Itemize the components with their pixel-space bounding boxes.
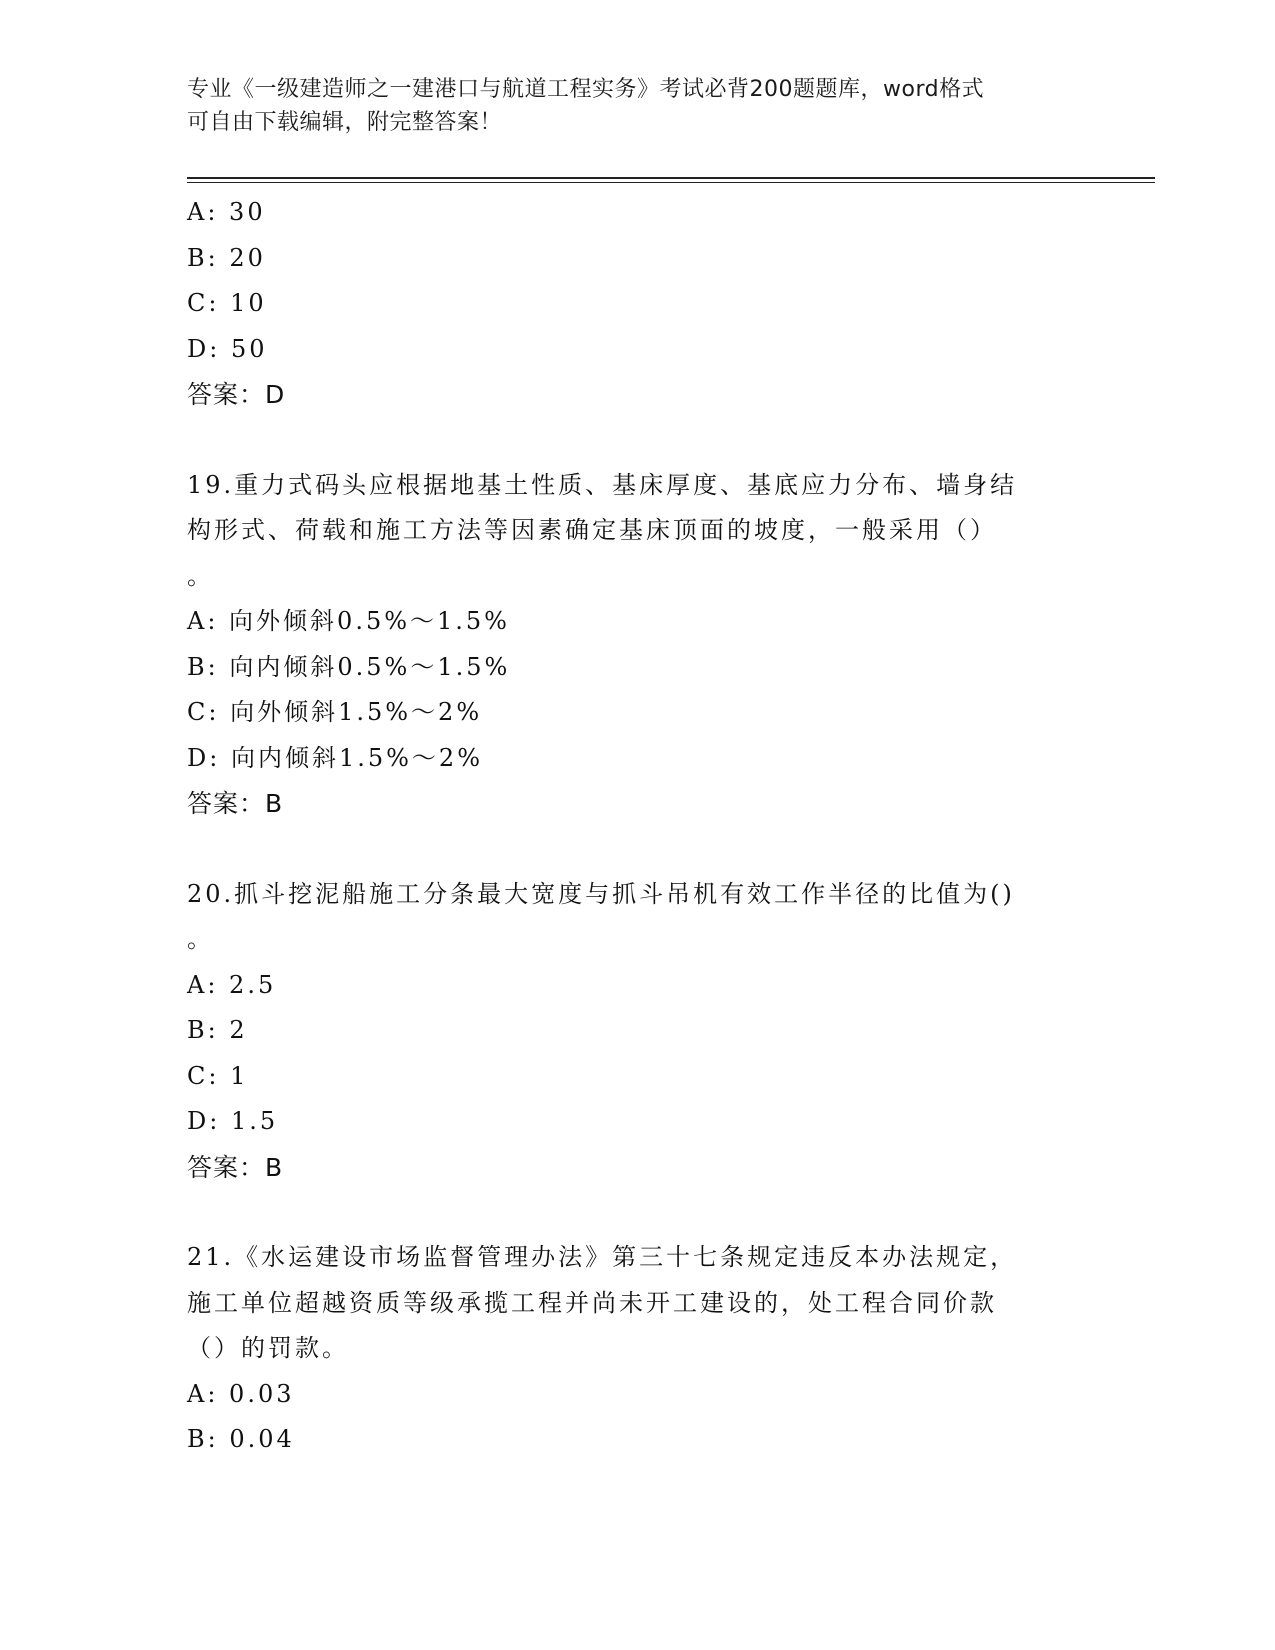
option-a: A: 2.5	[187, 970, 277, 999]
question-text-line: （）的罚款。	[187, 1334, 349, 1362]
document-header	[187, 73, 1087, 139]
option-a: A: 30	[187, 198, 266, 226]
question-20	[187, 872, 1087, 1191]
option-b: B: 2	[187, 1016, 248, 1044]
answer-line: 答案：D	[187, 380, 286, 409]
answer-line: 答案：B	[187, 1152, 284, 1182]
option-d: D: 1.5	[187, 1107, 279, 1135]
header-rule-thin	[187, 182, 1155, 183]
question-text-line: 构形式、荷载和施工方法等因素确定基床顶面的坡度，一般采用（）	[187, 516, 997, 544]
question-18	[187, 190, 1087, 418]
question-text-line: 19.重力式码头应根据地基土性质、基床厚度、基底应力分布、墙身结	[187, 470, 1018, 499]
question-text-line: 。	[187, 925, 214, 953]
option-c: C: 10	[187, 289, 267, 317]
option-b: B: 向内倾斜0.5%～1.5%	[187, 652, 511, 681]
option-a: A: 向外倾斜0.5%～1.5%	[187, 607, 510, 635]
question-text-line: 施工单位超越资质等级承揽工程并尚未开工建设的，处工程合同价款	[187, 1288, 997, 1317]
spacer	[187, 827, 1087, 872]
option-d: D: 50	[187, 334, 268, 363]
spacer	[187, 1190, 1087, 1235]
option-c: C: 1	[187, 1061, 249, 1090]
question-19	[187, 463, 1087, 827]
answer-line: 答案：B	[187, 789, 284, 818]
option-a: A: 0.03	[187, 1379, 295, 1408]
option-b: B: 0.04	[187, 1425, 295, 1453]
spacer	[187, 418, 1087, 463]
document-body	[187, 190, 1087, 1463]
question-text-line: 。	[187, 561, 214, 590]
option-c: C: 向外倾斜1.5%～2%	[187, 698, 483, 726]
header-rule-thick	[187, 177, 1155, 179]
header-line-2: 可自由下载编辑，附完整答案！	[187, 110, 503, 135]
header-line-1: 专业《一级建造师之一建港口与航道工程实务》考试必背200题题库，word格式	[187, 77, 985, 102]
option-d: D: 向内倾斜1.5%～2%	[187, 743, 484, 772]
question-text-line: 20.抓斗挖泥船施工分条最大宽度与抓斗吊机有效工作半径的比值为()	[187, 879, 1015, 908]
question-text-line: 21.《水运建设市场监督管理办法》第三十七条规定违反本办法规定，	[187, 1243, 1018, 1271]
question-21	[187, 1235, 1087, 1463]
option-b: B: 20	[187, 243, 266, 272]
